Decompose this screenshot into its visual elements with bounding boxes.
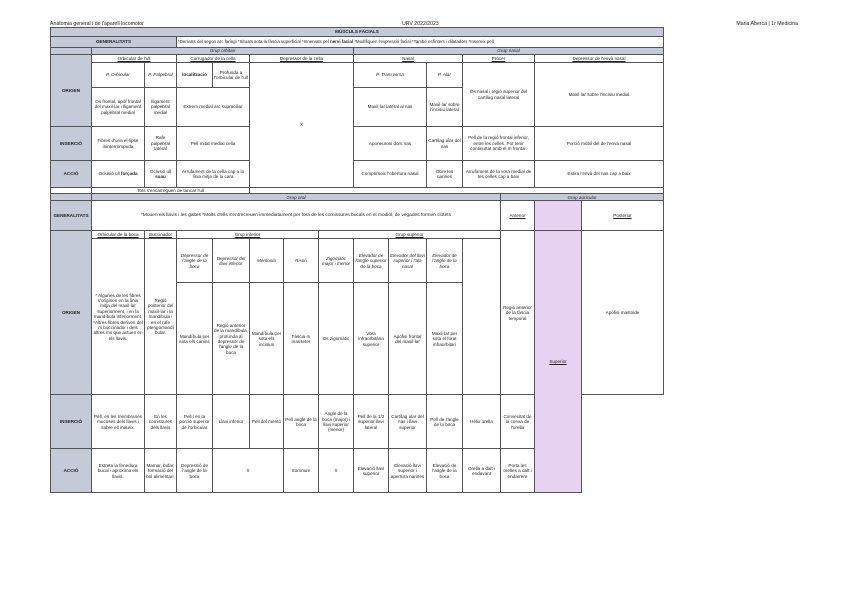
- part-alar: P. Alar: [427, 63, 463, 88]
- elev-angle-accio: Elevació de l'angle de la boca: [427, 449, 463, 493]
- muscle-depressor-envà: Depressor de l'envà nasal: [535, 55, 664, 63]
- facial-muscles-table: [50, 27, 643, 493]
- muscle-elev-angle: Elevador de l'angle de la boca: [427, 239, 463, 283]
- transversa-origen: Maxil·lar lateral al nas: [354, 88, 427, 127]
- anterior-origen: Regió anterior de la fàscia temporal: [501, 231, 535, 395]
- alar-accio: Obre les narines: [427, 161, 463, 188]
- orbicular-boca-accio: Estreta la fenedura bucal i aproxima els llavis.: [92, 449, 145, 493]
- elev-llavi-accio: Elevació llavi superior i apertura narines: [389, 449, 427, 493]
- muscle-elev-angle-sup: Elevador de l'angle superior de la boca: [354, 239, 389, 283]
- muscle-elev-llavi: Elevador del llavi superior i l'ala nasal: [389, 239, 427, 283]
- depressor-envà-origen: Maxil·lar sobre l'incisiu medial: [535, 63, 664, 127]
- part-transversa: P. Transversa: [354, 63, 427, 88]
- depressor-cella-x: X: [250, 63, 354, 188]
- posterior-accio: Porta les orelles a dalt i endarrere: [501, 449, 535, 493]
- generalitats-label-2: GENERALITATS: [51, 201, 92, 231]
- corrugador-origen: Extrem medial arc supraciliar: [177, 88, 250, 127]
- muscle-risori: Risori: [284, 239, 319, 283]
- dep-llavi-insercio: Llavi inferior: [213, 395, 250, 449]
- grup-superior: Grup superior: [319, 231, 501, 239]
- muscle-mentonia: Mentonià: [250, 239, 284, 283]
- muscle-dep-llavi: Depressor del llavi inferior: [213, 239, 250, 283]
- mentonia-origen: Mandíbula per sota els incisius: [250, 283, 284, 395]
- procer-insercio: Pell de la regió frontal inferior, entre les celles. Pot tenir continuïtat amb el m frontal.: [463, 127, 535, 161]
- blank-cell: [51, 48, 92, 55]
- muscle-buccinador: Buccinador: [145, 231, 177, 239]
- palpebral-origen: lligament palpebral medial: [145, 88, 177, 127]
- part-orbicular: P. Orbicular: [92, 63, 145, 88]
- dep-llavi-origen: Regió anterior de la mandíbula, profunda al depressor de l'angle de la boca: [213, 283, 250, 395]
- elev-angle-sup-origen: Vora infraorbitària superior: [354, 283, 389, 395]
- corrugador-accio: Arrufament de la cella cap a la línia mitja de la cara: [177, 161, 250, 188]
- posterior-origen: Apòfisi mastoide: [582, 231, 664, 395]
- localitzacio: localització: [177, 63, 213, 88]
- transversa-accio: Comprimeix l'obertura nasal: [354, 161, 427, 188]
- orbicular-boca-origen: * Algunes de les fibres s'originen en la línia mitja del maxil·lar superiorment, i en la mandíbula inferiorment. *Altres fibres deriven del m buccinador i dels altres ms que actuen en els llavis.: [92, 239, 145, 395]
- title: MÚSCULS FACIALS: [51, 28, 664, 37]
- risori-origen: Fàscia m masseter: [284, 283, 319, 395]
- muscle-procer: Pròcer: [463, 55, 535, 63]
- corrugador-insercio: Pell mitat medial cella: [177, 127, 250, 161]
- buccinador-origen: Regió posterior del maxil·lar i la mandíbula i en el rafe pterigomandíbular.: [145, 239, 177, 395]
- orbicular-origen: Os frontal, apòf frontal del maxil·lar i lligament palpebral medial: [92, 88, 145, 127]
- grup-auricular: Grup auricular: [501, 194, 664, 201]
- insercio-label: INSERCIÓ: [51, 127, 92, 161]
- muscle-orbicular-ull: Orbicular de l'ull: [92, 55, 177, 63]
- palpebral-accio: Oclusió ull suau: [145, 161, 177, 188]
- origen-label: ORIGEN: [51, 55, 92, 127]
- dep-angle-insercio: Pell i en la porció superior de l'orbicular: [177, 395, 213, 449]
- generalitats-oral: *Mouen els llavis i les galtes *Molts d'ells s'entrecreuen immediatament per fora de les comissures bucals en el modiol, de vegades formen clotets: [92, 201, 501, 231]
- muscle-corrugador: Corrugador de la cella: [177, 55, 250, 63]
- depressor-envà-insercio: Porció mòbil del de l'envà nasal: [535, 127, 664, 161]
- doc-header-right: Maria Aberca | 1r Medicina: [736, 21, 798, 27]
- anterior-insercio: Hèlix orella: [463, 395, 501, 449]
- muscle-anterior: Anterior: [501, 201, 535, 231]
- elev-angle-sup-insercio: Pell de la 1/2 superior llavi lateral: [354, 395, 389, 449]
- muscle-zigomatic: Zigomàtic major i menor: [319, 239, 354, 283]
- procer-origen: Ós nasal i regió superior del cartílag nasal lateral: [463, 63, 535, 127]
- origen-label-2: ORIGEN: [51, 231, 92, 395]
- posterior-insercio: Convexitat de la conxa de l'orella: [501, 395, 535, 449]
- buccinador-insercio: En les comissures dels llavis: [145, 395, 177, 449]
- grup-inferior: Grup inferior: [177, 231, 319, 239]
- alar-origen: Maxil·lar sobre l'incisiu lateral: [427, 88, 463, 127]
- dep-angle-origen: Mandíbula per sota els canins: [177, 283, 213, 395]
- muscle-orbicular-boca: Orbicular de la boca: [92, 231, 145, 239]
- muscle-superior: Superior: [535, 231, 582, 493]
- insercio-label-2: INSERCIÓ: [51, 395, 92, 449]
- depressor-envà-accio: Estira l'envà del nas cap a baix: [535, 161, 664, 188]
- risori-accio: Somriure: [284, 449, 319, 493]
- muscle-nasal: Nasal: [354, 55, 463, 63]
- muscle-depressor-cella: Depressor de la cella: [250, 55, 354, 63]
- elev-angle-insercio: Pell de l'angle de la boca: [427, 395, 463, 449]
- muscle-posterior: Posterior: [582, 201, 664, 231]
- elev-llavi-insercio: Cartílag alar del nas i llavi superior: [389, 395, 427, 449]
- transversa-insercio: Aponeurosi dors nas: [354, 127, 427, 161]
- zigomatic-insercio: Angle de la boca (major) i llavi superior (menor): [319, 395, 354, 449]
- accio-label: ACCIÓ: [51, 161, 92, 188]
- mentonia-insercio: Pell del mentó: [250, 395, 284, 449]
- grup-oral: Grup oral: [92, 194, 501, 201]
- doc-header-center: URV 2022/2023: [402, 21, 439, 27]
- orbicular-insercio: Fibres d'una el·lipse ininterrompuda: [92, 127, 145, 161]
- corrugador-profunda: Profunda a l'orbicular de l'ull: [213, 63, 250, 88]
- buccinador-accio: Mamar, bufar, formació del bol alimentari.: [145, 449, 177, 493]
- elev-llavi-origen: Apòfisi frontal del maxil·lar: [389, 283, 427, 395]
- zigomatic-origen: Os zigomàtic: [319, 283, 354, 395]
- elev-angle-origen: Maxil·lar per sota el forat infraorbitari: [427, 283, 463, 395]
- procer-accio: Arrufament de la vora medial de les celles cap a baix: [463, 161, 535, 188]
- generalitats-label: GENERALITATS: [51, 37, 177, 48]
- palpebral-insercio: Rafe palpebral lateral: [145, 127, 177, 161]
- part-palpebral: P. Palpebral: [145, 63, 177, 88]
- orbicular-accio: Oclusió ull forçada: [92, 161, 145, 188]
- muscle-dep-angle: Depressor de l'angle de la boca: [177, 239, 213, 283]
- alar-insercio: Cartílag alar del nas: [427, 127, 463, 161]
- elev-angle-sup-accio: Elevació llavi superior: [354, 449, 389, 493]
- tots-note: Tots s'encarreguen de tancar l'ull: [92, 188, 250, 194]
- dep-angle-accio: Depressió de l'angle de la boca: [177, 449, 213, 493]
- grup-orbitari: Grup orbitari: [92, 48, 354, 55]
- generalitats-text: *Derivats del segon arc faringi *Situats sota la fàscia superficial *Innervats pel nervi facial *Modifiquen l'expressió facial *També esfínters i dilatadors *Insereix pell: [177, 37, 664, 48]
- accio-label-2: ACCIÓ: [51, 449, 92, 493]
- grup-nasal: Grup nasal: [354, 48, 664, 55]
- anterior-accio: Orella a dalt i endavant: [463, 449, 501, 493]
- doc-header-left: Anatomia general i de l'aparell locomotor: [50, 21, 144, 27]
- zigomatic-accio: X: [319, 449, 354, 493]
- orbicular-boca-insercio: Pell, en les membranes mucoses dels llavis i sobre ell mateix.: [92, 395, 145, 449]
- risori-insercio: Pell angle de la boca: [284, 395, 319, 449]
- dep-llavi-mentonia-accio: X: [213, 449, 284, 493]
